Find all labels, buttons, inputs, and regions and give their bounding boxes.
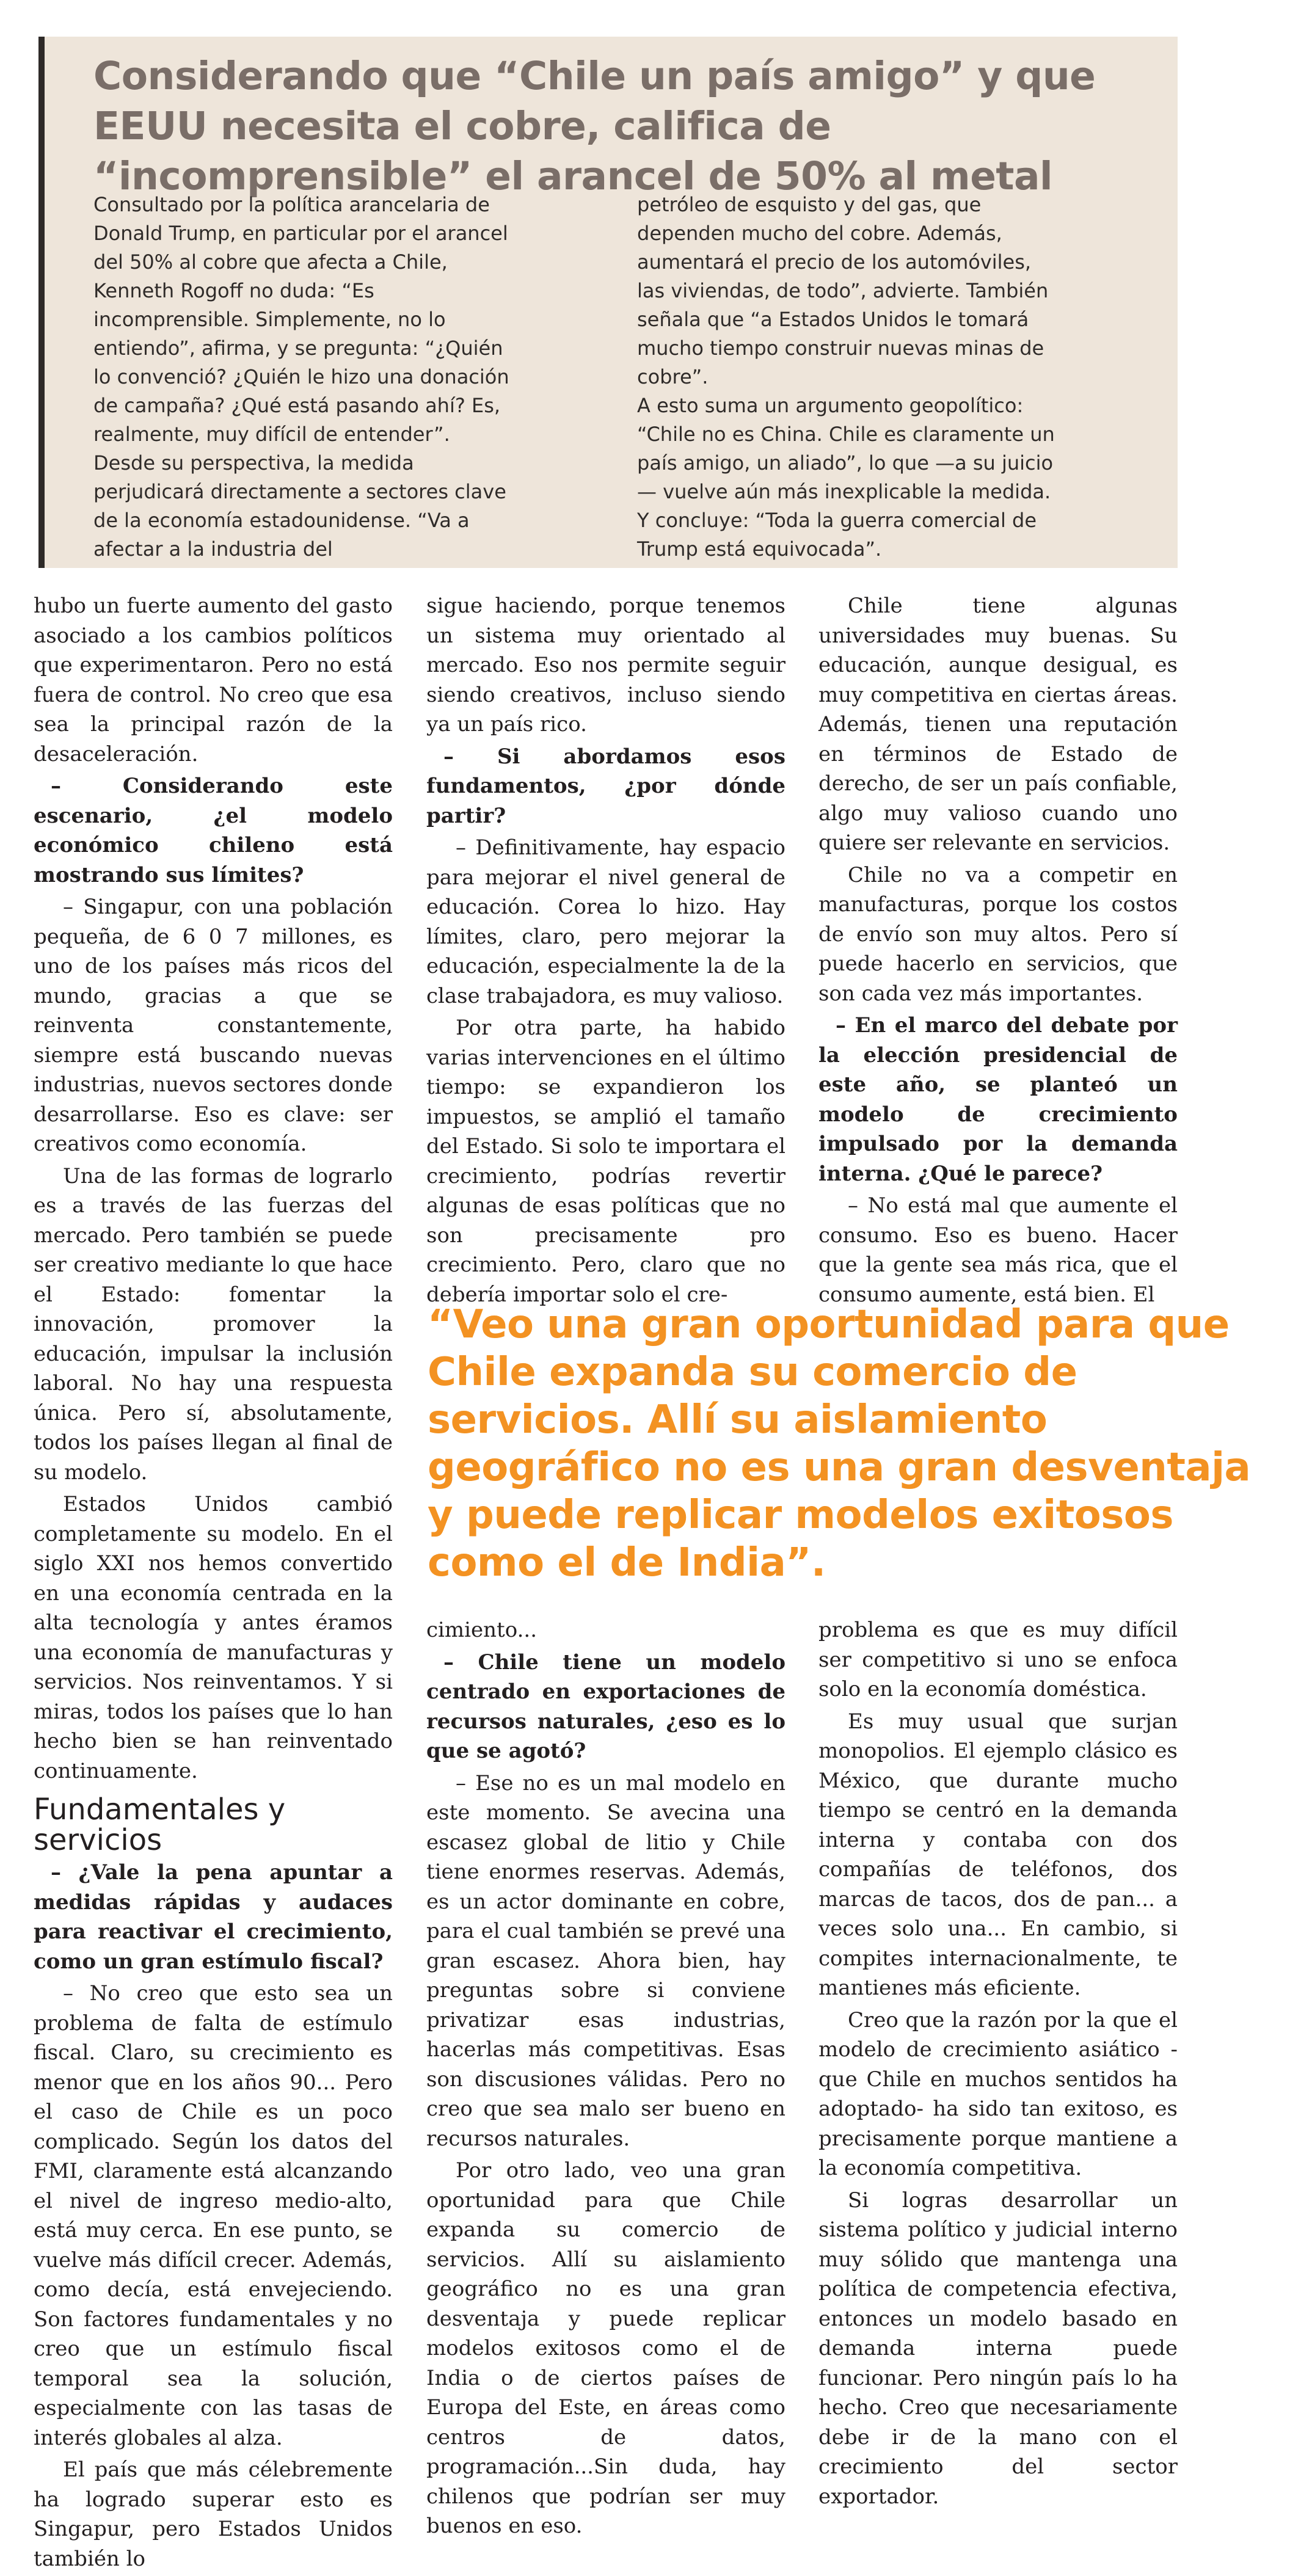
body-paragraph: – Ese no es un mal modelo en este momento. Se avecina una escasez global de litio y Chile tiene enormes reservas. Además, es un actor dominante en cobre, para el cual también se prevé una gran escasez. Ahora bien, hay preguntas sobre si conviene privatizar esas industrias, hacerlas más competitivas. Esas son discusiones válidas. Pero no creo que sea malo ser bueno en recursos naturales.	[426, 1770, 785, 2151]
sidebar-paragraph: Desde su perspectiva, la medida perjudicará directamente a sectores clave de la economía estadounidense. “Va a afectar a la industria del	[93, 451, 506, 561]
sidebar-title: Considerando que “Chile un país amigo” y que EEUU necesita el cobre, califica de “incomprensible” el arancel de 50% al metal	[93, 54, 1096, 198]
body-paragraph: Por otra parte, ha habido varias intervenciones en el último tiempo: se expandieron los impuestos, se amplió el tamaño del Estado. Si solo te importara el crecimiento, podrías revertir algunas de esas políticas que no son precisamente pro crecimiento. Pero, claro que no debería importar solo el cre-	[426, 1016, 785, 1307]
body-paragraph: – No está mal que aumente el consumo. Eso es bueno. Hacer que la gente sea más rica, que el consumo aumente, está bien. El	[818, 1193, 1178, 1307]
sidebar-column-2	[637, 191, 1059, 564]
body-paragraph: Chile no va a competir en manufacturas, porque los costos de envío son muy altos. Pero sí puede hacerlo en servicios, que son cada vez más importantes.	[818, 862, 1178, 1006]
pull-quote: “Veo una gran oportunidad para que Chile expanda su comercio de servicios. Allí su aislamiento geográfico no es una gran desventaja y puede replicar modelos exitosos como el de India”.	[428, 1302, 1251, 1585]
sidebar-paragraph: Consultado por la política arancelaria de Donald Trump, en particular por el arancel del 50% al cobre que afecta a Chile, Kenneth Rogoff no duda: “Es incomprensible. Simplemente, no lo entiendo”, afirma, y se pregunta: “¿Quién lo convenció? ¿Quién le hizo una donación de campaña? ¿Qué está pasando ahí? Es, realmente, muy difícil de entender”.	[93, 193, 509, 446]
sidebar-paragraph: petróleo de esquisto y del gas, que dependen mucho del cobre. Además, aumentará el precio de los automóviles, las viviendas, de todo”, advierte. También señala que “a Estados Unidos le tomará mucho tiempo construir nuevas minas de cobre”.	[637, 193, 1049, 388]
sidebar-paragraph: A esto suma un argumento geopolítico: “Chile no es China. Chile es claramente un país amigo, un aliado”, lo que —a su juicio— vuelve aún más inexplicable la medida. Y concluye: “Toda la guerra comercial de Trump está equivocada”.	[637, 394, 1055, 561]
body-paragraph: Estados Unidos cambió completamente su modelo. En el siglo XXI nos hemos convertido en una economía centrada en la alta tecnología y antes éramos una economía de manufacturas y servicios. Nos reinventamos. Y si miras, todos los países que lo han hecho bien se han reinventado continuamente.	[34, 1492, 393, 1783]
sidebar-box	[38, 37, 1178, 568]
body-paragraph: sigue haciendo, porque tenemos un sistema muy orientado al mercado. Eso nos permite seguir siendo creativos, incluso siendo ya un país rico.	[426, 594, 785, 737]
body-paragraph: Por otro lado, veo una gran oportunidad para que Chile expanda su comercio de servicios. Allí su aislamiento geográfico no es una gran desventaja y puede replicar modelos exitosos como el de India o de ciertos países de Europa del Este, en áreas como centros de datos, programación...Sin duda, hay chilenos que podrían ser muy buenos en eso.	[426, 2158, 785, 2538]
body-paragraph: Chile tiene algunas universidades muy buenas. Su educación, aunque desigual, es muy competitiva en ciertas áreas. Además, tienen una reputación en términos de Estado de derecho, de ser un país confiable, algo muy valioso cuando uno quiere ser relevante en servicios.	[818, 594, 1178, 855]
body-paragraph: El país que más célebremente ha logrado superar esto es Singapur, pero Estados Unidos también lo	[34, 2458, 393, 2571]
interview-question: – Chile tiene un modelo centrado en exportaciones de recursos naturales, ¿eso es lo que se agotó?	[426, 1650, 785, 1763]
article-column-1	[34, 591, 393, 2576]
body-paragraph: hubo un fuerte aumento del gasto asociado a los cambios políticos que experimentaron. Pero no está fuera de control. No creo que esa sea la principal razón de la desaceleración.	[34, 594, 393, 766]
body-paragraph: – No creo que esto sea un problema de falta de estímulo fiscal. Claro, su crecimiento es menor que en los años 90... Pero el caso de Chile es un poco complicado. Según los datos del FMI, claramente está alcanzando el nivel de ingreso medio-alto, está muy cerca. En ese punto, se vuelve más difícil crecer. Además, como decía, está envejeciendo. Son factores fundamentales y no creo que un estímulo fiscal temporal sea la solución, especialmente con las tasas de interés globales al alza.	[34, 1981, 393, 2450]
article-column-2-bottom	[426, 1615, 785, 2544]
body-paragraph: cimiento...	[426, 1618, 538, 1642]
article-column-2-top	[426, 591, 785, 1312]
body-paragraph: – Singapur, con una población pequeña, de 6 0 7 millones, es uno de los países más ricos del mundo, gracias a que se reinventa constantemente, siempre está buscando nuevas industrias, nuevos sectores donde desarrollarse. Eso es clave: ser creativos como economía.	[34, 895, 393, 1156]
interview-question: – Si abordamos esos fundamentos, ¿por dónde partir?	[426, 744, 785, 828]
article-column-3-top	[818, 591, 1178, 1312]
article-column-3-bottom	[818, 1615, 1178, 2514]
interview-question: – ¿Vale la pena apuntar a medidas rápidas y audaces para reactivar el crecimiento, como un gran estímulo fiscal?	[34, 1860, 393, 1974]
body-paragraph: – Definitivamente, hay espacio para mejorar el nivel general de educación. Corea lo hizo. Hay límites, claro, pero mejorar la educación, especialmente la de la clase trabajadora, es muy valioso.	[426, 835, 785, 1008]
body-paragraph: Una de las formas de lograrlo es a través de las fuerzas del mercado. Pero también se puede ser creativo mediante lo que hace el Estado: fomentar la innovación, promover la educación, impulsar la inclusión laboral. No hay una respuesta única. Pero sí, absolutamente, todos los países llegan al final de su modelo.	[34, 1163, 393, 1485]
body-paragraph: Creo que la razón por la que el modelo de crecimiento asiático -que Chile en muchos sentidos ha adoptado- ha sido tan exitoso, es precisamente porque mantiene a la economía competitiva.	[818, 2007, 1178, 2180]
body-paragraph: Si logras desarrollar un sistema político y judicial interno muy sólido que mantenga una política de competencia efectiva, entonces un modelo basado en demanda interna puede funcionar. Pero ningún país lo ha hecho. Creo que necesariamente debe ir de la mano con el crecimiento del sector exportador.	[818, 2188, 1178, 2509]
interview-question: – En el marco del debate por la elección presidencial de este año, se planteó un modelo de crecimiento impulsado por la demanda interna. ¿Qué le parece?	[818, 1013, 1178, 1186]
sidebar-column-1	[93, 191, 515, 564]
interview-question: – Considerando este escenario, ¿el modelo económico chileno está mostrando sus límites?	[34, 774, 393, 887]
section-heading: Fundamentales y servicios	[34, 1792, 286, 1857]
body-paragraph: problema es que es muy difícil ser competitivo si uno se enfoca solo en la economía doméstica.	[818, 1618, 1178, 1701]
body-paragraph: Es muy usual que surjan monopolios. El ejemplo clásico es México, que durante mucho tiempo se centró en la demanda interna y contaba con dos compañías de teléfonos, dos marcas de tacos, dos de pan... a veces solo una... En cambio, si compites internacionalmente, te mantienes más eficiente.	[818, 1709, 1178, 2000]
